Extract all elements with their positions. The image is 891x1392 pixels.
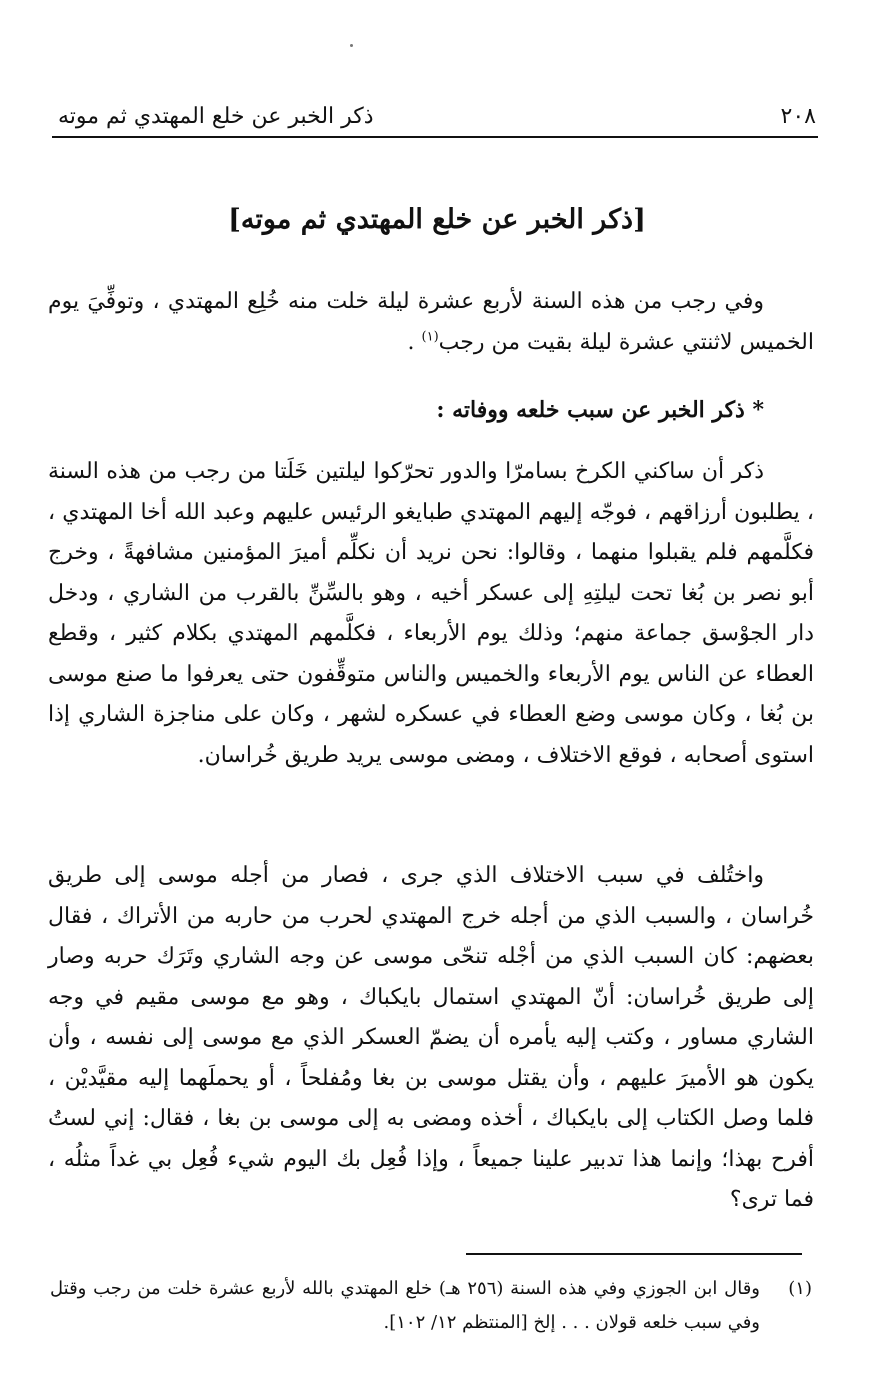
footnote-reference: (١) — [421, 329, 439, 345]
page-number: ٢٠٨ — [780, 103, 816, 129]
section-title: [ذكر الخبر عن خلع المهتدي ثم موته] — [228, 204, 646, 235]
footnote-marker: (١) — [788, 1278, 812, 1299]
body-paragraph: ذكر أن ساكني الكرخ بسامرّا والدور تحرّكوا ليلتين خَلَتا من رجب من هذه السنة ، يطلبون أرزاقهم ، فوجّه إليهم المهتدي طبايغو الرئيس عليهم وعبد الله أخا المهتدي ، فكلَّمهم فلم يقبلوا منهما ، وقالوا: نحن نريد أن نكلِّم أميرَ المؤمنين مشافهةً ، وخرج أبو نصر بن بُغا تحت ليلتِهِ إلى عسكر أخيه ، وهو بالسِّنِّ بالقرب من الشاري ، ودخل دار الجوْسق جماعة منهم؛ وذلك يوم الأربعاء ، فكلَّمهم المهتدي بكلام كثير ، وقطع العطاء عن الناس يوم الأربعاء والخميس والناس متوقِّفون حتى يعرفوا ما صنع موسى بن بُغا ، وكان موسى وضع العطاء في عسكره لشهر ، وكان على مناجزة الشاري إذا استوى أصحابه ، فوقع الاختلاف ، ومضى موسى يريد طريق خُراسان. — [48, 459, 814, 768]
running-title: ذكر الخبر عن خلع المهتدي ثم موته — [58, 103, 374, 129]
running-header — [58, 98, 816, 134]
scan-speck — [350, 44, 353, 47]
opening-paragraph-tail: . — [407, 329, 422, 355]
footnote — [50, 1272, 812, 1340]
footnote-divider — [466, 1253, 802, 1255]
body-paragraph: واختُلف في سبب الاختلاف الذي جرى ، فصار من أجله موسى إلى طريق خُراسان ، والسبب الذي من أجله خرج المهتدي لحرب من حاربه من الأتراك ، فقال بعضهم: كان السبب الذي من أجْله تنحّى موسى عن وجه الشاري وتَرَك حربه وصار إلى طريق خُراسان: أنّ المهتدي استمال بايكباك ، وهو مع موسى مقيم في وجه الشاري مساور ، وكتب إليه يأمره أن يضمّ العسكر الذي مع موسى إلى نفسه ، وأن يكون هو الأميرَ عليهم ، وأن يقتل موسى بن بغا ومُفلحاً ، أو يحملَهما إليه مقيَّديْن ، فلما وصل الكتاب إلى بايكباك ، أخذه ومضى به إلى موسى بن بغا ، فقال: إني لستُ أفرح بهذا؛ وإنما هذا تدبير علينا جميعاً ، وإذا فُعِل بك اليوم شيء فُعِل بي غداً مثلُه ، فما ترى؟ — [48, 863, 815, 1212]
footnote-text: وقال ابن الجوزي وفي هذه السنة (٢٥٦ هـ) خلع المهتدي بالله لأربع عشرة خلت من رجب وقتل وفي سبب خلعه قولان . . . إلخ [المنتظم ١٢/ ١٠٢]. — [50, 1278, 760, 1333]
subheading: * ذكر الخبر عن سبب خلعه ووفاته : — [436, 397, 764, 423]
opening-paragraph-text: وفي رجب من هذه السنة لأربع عشرة ليلة خلت منه خُلِع المهتدي ، وتوفِّيَ يوم الخميس لاثنتي عشرة ليلة بقيت من رجب — [48, 289, 814, 355]
opening-paragraph — [48, 282, 814, 363]
header-divider — [52, 136, 818, 138]
